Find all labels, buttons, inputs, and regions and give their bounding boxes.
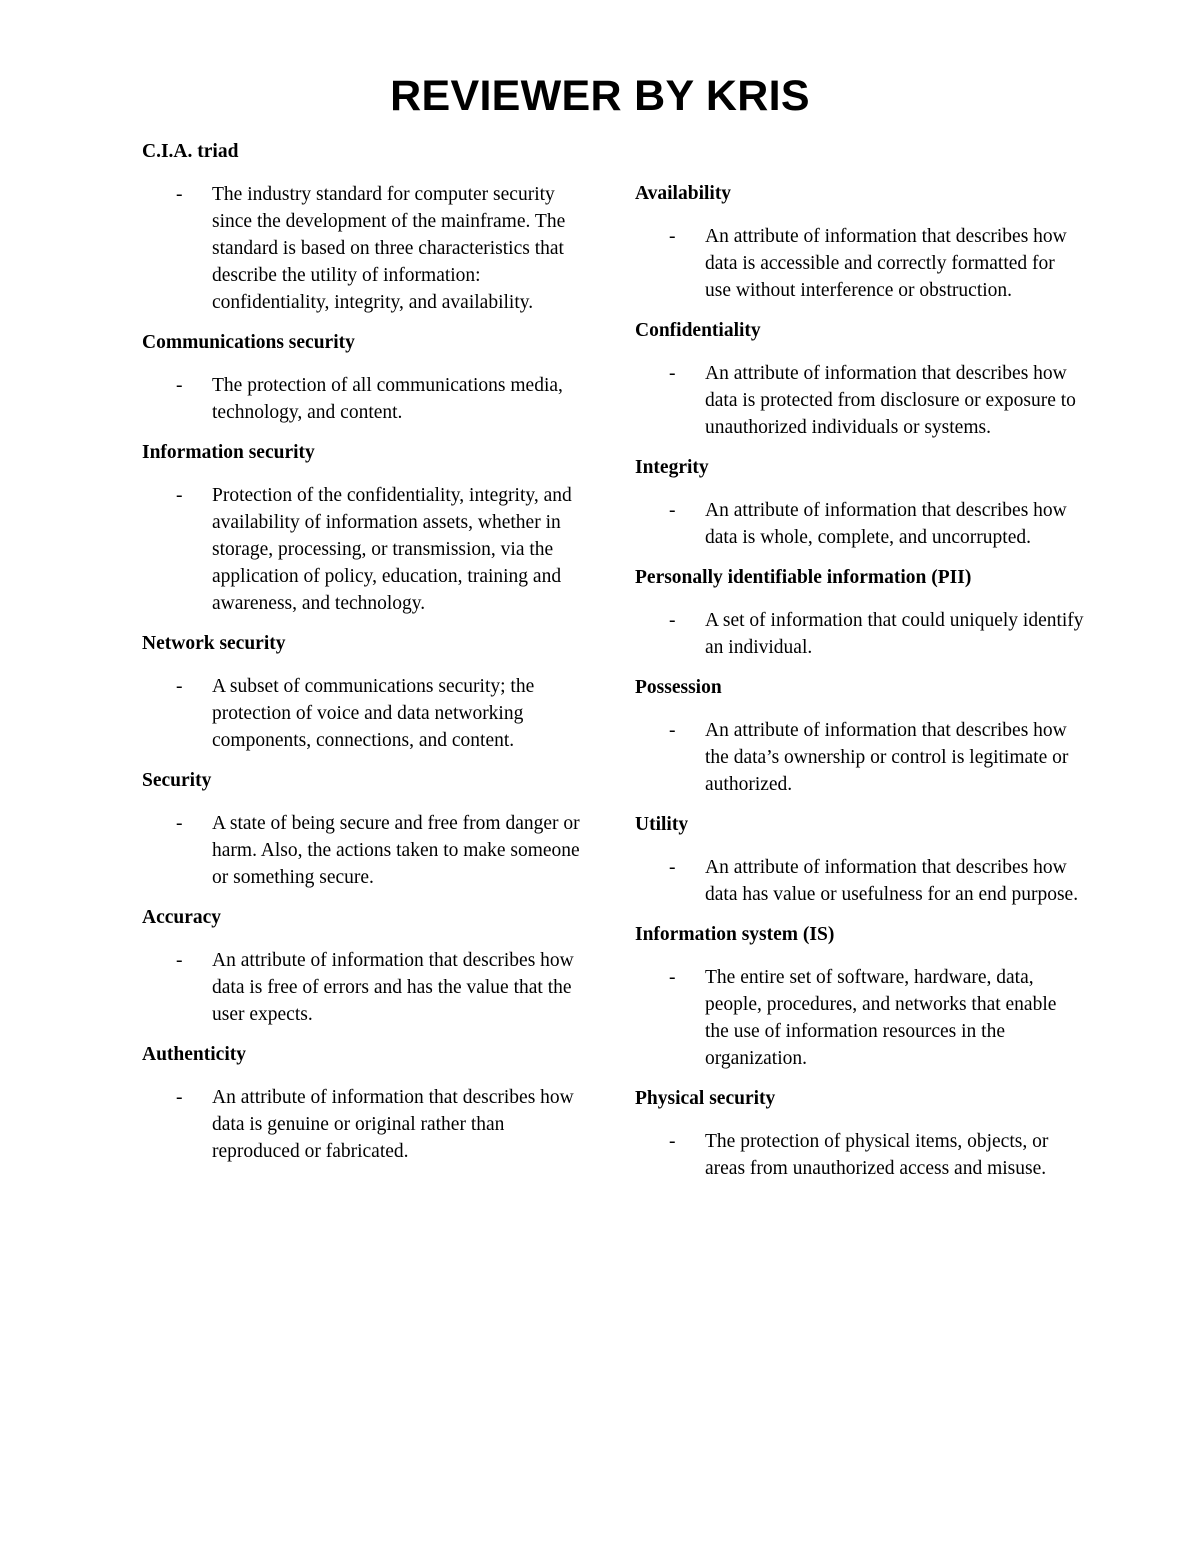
glossary-entry [635,1085,1085,1182]
glossary-entry [635,180,1085,304]
glossary-entry [142,767,582,891]
glossary-entry [635,454,1085,551]
definition-text: A subset of communications security; the protection of voice and data networking components, connections, and content. [212,676,535,751]
definition-bullet [635,717,1085,798]
dash-bullet-icon: - [669,1131,676,1152]
definition-bullet [142,372,582,426]
definition-bullet [142,947,582,1028]
definition-text: An attribute of information that describes how the data’s ownership or control is legitimate or authorized. [705,720,1069,795]
definition-text: An attribute of information that describes how data is whole, complete, and uncorrupted. [705,500,1067,548]
glossary-entry [142,904,582,1028]
glossary-entry [142,329,582,426]
definition-text: The protection of all communications media, technology, and content. [212,375,563,423]
definition-bullet [142,482,582,617]
definition-text: An attribute of information that describes how data is accessible and correctly formatted for use without interference or obstruction. [705,226,1067,301]
definition-text: An attribute of information that describes how data is protected from disclosure or exposure to unauthorized individuals or systems. [705,363,1076,438]
definition-bullet [635,497,1085,551]
definition-bullet [142,1084,582,1165]
term-heading: Possession [635,677,722,698]
dash-bullet-icon: - [176,813,183,834]
glossary-entry [142,1041,582,1165]
glossary-entry [142,439,582,617]
definition-text: An attribute of information that describes how data is genuine or original rather than reproduced or fabricated. [212,1087,574,1162]
definition-text: The protection of physical items, objects, or areas from unauthorized access and misuse. [705,1131,1049,1179]
dash-bullet-icon: - [669,720,676,741]
dash-bullet-icon: - [176,676,183,697]
term-heading: Integrity [635,457,709,478]
definition-bullet [635,223,1085,304]
glossary-entry [635,564,1085,661]
dash-bullet-icon: - [669,967,676,988]
glossary-entry [635,674,1085,798]
dash-bullet-icon: - [176,1087,183,1108]
term-heading: Network security [142,633,286,654]
definition-bullet [142,673,582,754]
term-heading: C.I.A. triad [142,141,239,162]
definition-text: The entire set of software, hardware, data, people, procedures, and networks that enable the use of information resources in the organization. [705,967,1057,1069]
term-heading: Accuracy [142,907,222,928]
definition-bullet [142,810,582,891]
definition-text: A set of information that could uniquely identify an individual. [705,610,1084,658]
dash-bullet-icon: - [669,226,676,247]
term-heading: Information system (IS) [635,924,835,945]
glossary-entry [142,630,582,754]
term-heading: Communications security [142,332,355,353]
definition-text: A state of being secure and free from danger or harm. Also, the actions taken to make someone or something secure. [212,813,580,888]
page-title: REVIEWER BY KRIS [390,72,810,120]
term-heading: Utility [635,814,689,835]
term-heading: Information security [142,442,315,463]
left-column [142,138,582,1178]
term-heading: Security [142,770,212,791]
glossary-entry [635,317,1085,441]
dash-bullet-icon: - [176,950,183,971]
definition-bullet [635,1128,1085,1182]
dash-bullet-icon: - [176,375,183,396]
glossary-entry [635,811,1085,908]
term-heading: Physical security [635,1088,776,1109]
term-heading: Authenticity [142,1044,246,1065]
term-heading: Personally identifiable information (PII) [635,567,972,588]
dash-bullet-icon: - [669,363,676,384]
dash-bullet-icon: - [669,610,676,631]
dash-bullet-icon: - [669,857,676,878]
definition-text: An attribute of information that describes how data is free of errors and has the value that the user expects. [212,950,574,1025]
definition-text: The industry standard for computer security since the development of the mainframe. The standard is based on three characteristics that describe the utility of information: confidentiality, integrity, and availability. [212,184,566,313]
dash-bullet-icon: - [176,184,183,205]
term-heading: Confidentiality [635,320,761,341]
definition-bullet [635,607,1085,661]
right-column [635,180,1085,1195]
definition-bullet [142,181,582,316]
glossary-entry [635,921,1085,1072]
term-heading: Availability [635,183,732,204]
definition-bullet [635,854,1085,908]
dash-bullet-icon: - [669,500,676,521]
definition-bullet [635,360,1085,441]
dash-bullet-icon: - [176,485,183,506]
definition-text: Protection of the confidentiality, integrity, and availability of information assets, whether in storage, processing, or transmission, via the application of policy, education, training and awareness, and technology. [212,485,572,614]
definition-text: An attribute of information that describes how data has value or usefulness for an end purpose. [705,857,1079,905]
glossary-entry [142,138,582,316]
definition-bullet [635,964,1085,1072]
